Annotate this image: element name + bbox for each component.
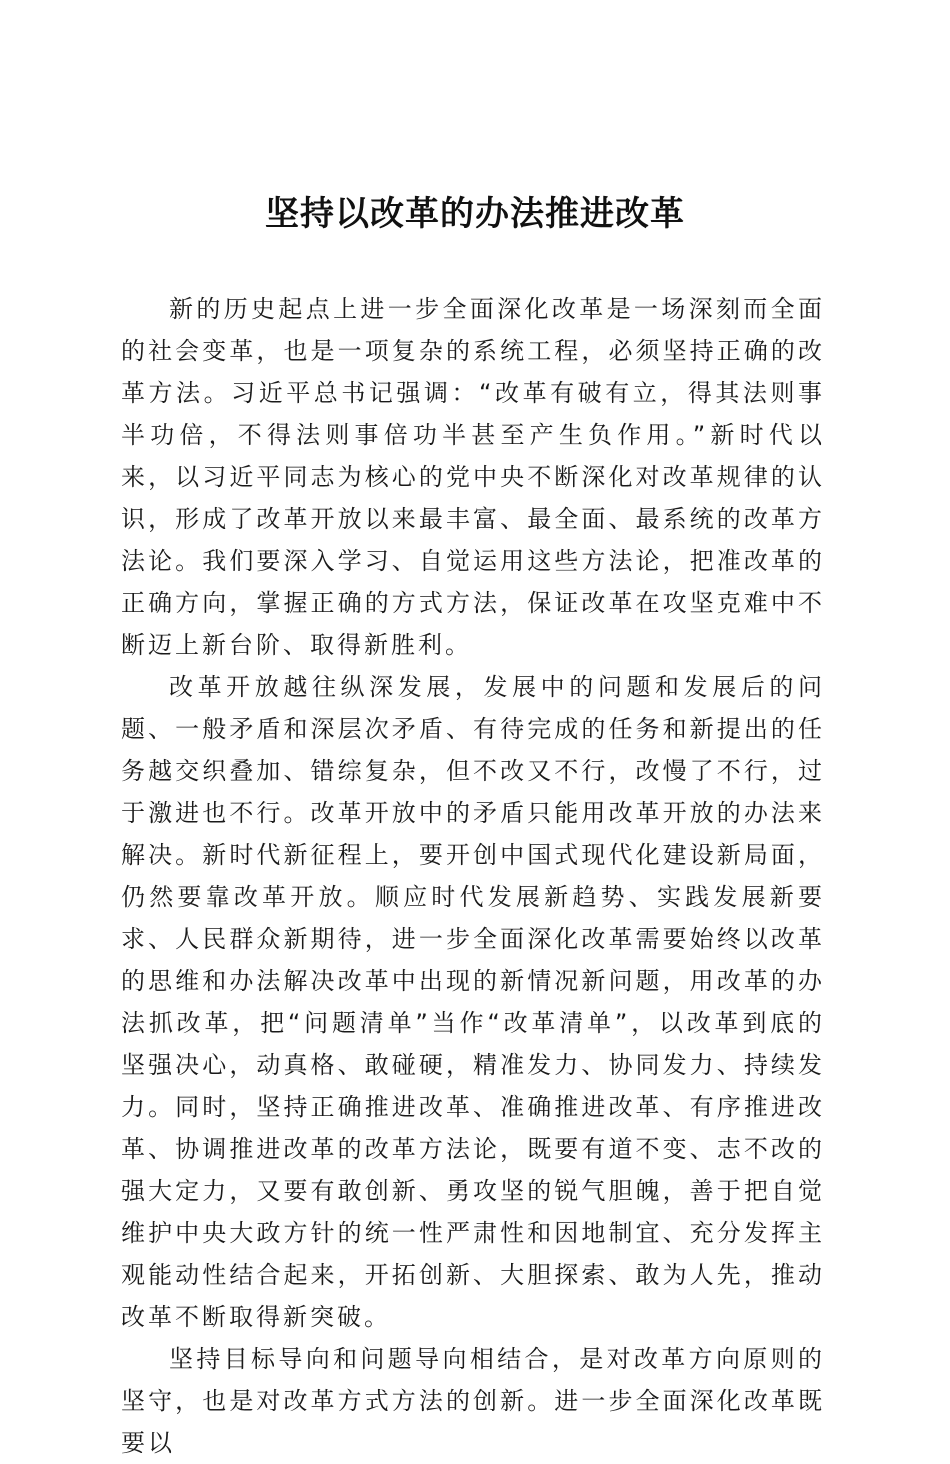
paragraph: 坚持目标导向和问题导向相结合，是对改革方向原则的坚守，也是对改革方式方法的创新。进一步全面深化改革既要以 <box>121 1345 825 1457</box>
document-body <box>121 288 825 1464</box>
document-title: 坚持以改革的办法推进改革 <box>265 194 685 234</box>
paragraph: 新的历史起点上进一步全面深化改革是一场深刻而全面的社会变革，也是一项复杂的系统工程，必须坚持正确的改革方法。习近平总书记强调：“改革有破有立，得其法则事半功倍，不得法则事倍功半甚至产生负作用。”新时代以来，以习近平同志为核心的党中央不断深化对改革规律的认识，形成了改革开放以来最丰富、最全面、最系统的改革方法论。我们要深入学习、自觉运用这些方法论，把准改革的正确方向，掌握正确的方式方法，保证改革在攻坚克难中不断迈上新台阶、取得新胜利。 <box>121 295 825 659</box>
paragraph: 改革开放越往纵深发展，发展中的问题和发展后的问题、一般矛盾和深层次矛盾、有待完成的任务和新提出的任务越交织叠加、错综复杂，但不改又不行，改慢了不行，过于激进也不行。改革开放中的矛盾只能用改革开放的办法来解决。新时代新征程上，要开创中国式现代化建设新局面，仍然要靠改革开放。顺应时代发展新趋势、实践发展新要求、人民群众新期待，进一步全面深化改革需要始终以改革的思维和办法解决改革中出现的新情况新问题，用改革的办法抓改革，把“问题清单”当作“改革清单”，以改革到底的坚强决心，动真格、敢碰硬，精准发力、协同发力、持续发力。同时，坚持正确推进改革、准确推进改革、有序推进改革、协调推进改革的改革方法论，既要有道不变、志不改的强大定力，又要有敢创新、勇攻坚的锐气胆魄，善于把自觉维护中央大政方针的统一性严肃性和因地制宜、充分发挥主观能动性结合起来，开拓创新、大胆探索、敢为人先，推动改革不断取得新突破。 <box>121 673 825 1331</box>
